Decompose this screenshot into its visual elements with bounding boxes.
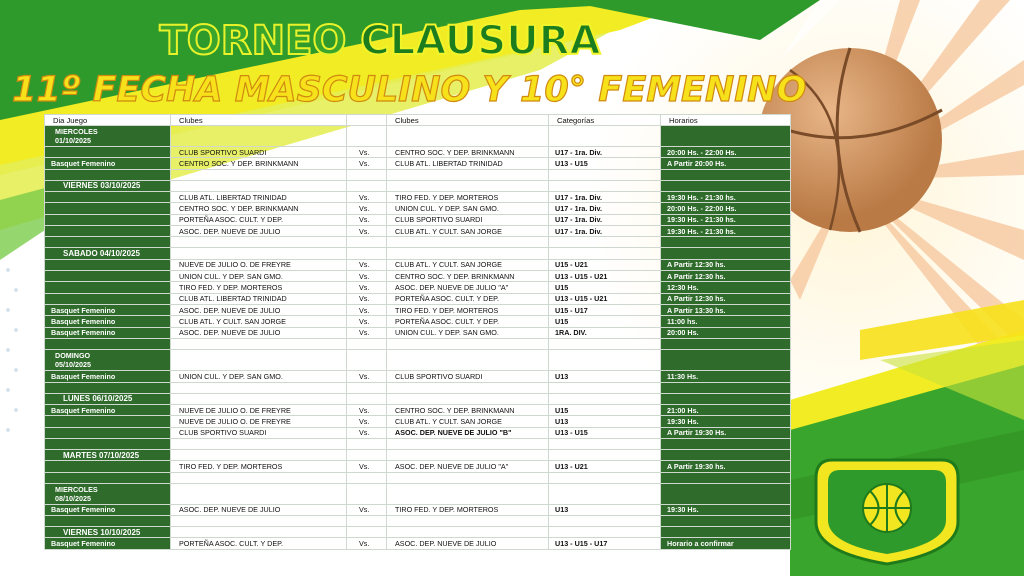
- table-row: [45, 293, 791, 304]
- time-cell: [661, 526, 791, 537]
- table-row: [45, 305, 791, 316]
- table-header-row: [45, 115, 791, 126]
- table-row: [45, 316, 791, 327]
- day-cell: Basquet Femenino: [45, 371, 171, 382]
- time-cell: 19:30 Hs. - 21:30 hs.: [661, 214, 791, 225]
- day-cell: LUNES 06/10/2025: [45, 393, 171, 404]
- vs-cell: Vs.: [347, 158, 387, 169]
- vs-cell: Vs.: [347, 461, 387, 472]
- day-cell: [45, 192, 171, 203]
- table-row: [45, 259, 791, 270]
- table-row: [45, 180, 791, 191]
- away-club-cell: [387, 126, 549, 147]
- time-cell: 20:00 Hs. - 22:00 Hs.: [661, 147, 791, 158]
- category-cell: U17 - 1ra. Div.: [549, 192, 661, 203]
- home-club-cell: [171, 438, 347, 449]
- time-cell: [661, 180, 791, 191]
- time-cell: 11:30 Hs.: [661, 371, 791, 382]
- home-club-cell: [171, 237, 347, 248]
- table-row: [45, 226, 791, 237]
- vs-cell: [347, 237, 387, 248]
- away-club-cell: [387, 515, 549, 526]
- vs-cell: Vs.: [347, 416, 387, 427]
- category-cell: [549, 126, 661, 147]
- category-cell: U13: [549, 416, 661, 427]
- table-row: [45, 237, 791, 248]
- away-club-cell: [387, 237, 549, 248]
- away-club-cell: [387, 449, 549, 460]
- vs-cell: [347, 248, 387, 259]
- day-cell: [45, 147, 171, 158]
- home-club-cell: [171, 180, 347, 191]
- away-club-cell: TIRO FED. Y DEP. MORTEROS: [387, 504, 549, 515]
- table-row: [45, 350, 791, 371]
- vs-cell: Vs.: [347, 192, 387, 203]
- home-club-cell: [171, 339, 347, 350]
- home-club-cell: CENTRO SOC. Y DEP. BRINKMANN: [171, 203, 347, 214]
- vs-cell: Vs.: [347, 203, 387, 214]
- vs-cell: Vs.: [347, 271, 387, 282]
- table-row: [45, 339, 791, 350]
- time-cell: 19:30 Hs. - 21:30 hs.: [661, 226, 791, 237]
- day-cell: [45, 416, 171, 427]
- day-cell: DOMINGO 05/10/2025: [45, 350, 171, 371]
- vs-cell: [347, 350, 387, 371]
- away-club-cell: [387, 483, 549, 504]
- category-cell: U13: [549, 504, 661, 515]
- home-club-cell: ASOC. DEP. NUEVE DE JULIO: [171, 504, 347, 515]
- day-cell: [45, 259, 171, 270]
- category-cell: U15: [549, 404, 661, 415]
- category-cell: U13 - U15 - U17: [549, 538, 661, 549]
- away-club-cell: CENTRO SOC. Y DEP. BRINKMANN: [387, 404, 549, 415]
- home-club-cell: PORTEÑA ASOC. CULT. Y DEP.: [171, 538, 347, 549]
- time-cell: A Partir 12:30 hs.: [661, 271, 791, 282]
- day-cell: [45, 271, 171, 282]
- table-row: [45, 404, 791, 415]
- home-club-cell: [171, 248, 347, 259]
- category-cell: U17 - 1ra. Div.: [549, 214, 661, 225]
- table-row: [45, 382, 791, 393]
- away-club-cell: CLUB SPORTIVO SUARDI: [387, 371, 549, 382]
- time-cell: 20:00 Hs. - 22:00 Hs.: [661, 203, 791, 214]
- table-row: [45, 449, 791, 460]
- category-cell: U13 - U15 - U21: [549, 271, 661, 282]
- table-row: [45, 483, 791, 504]
- category-cell: [549, 339, 661, 350]
- header-club-away: Clubes: [387, 115, 549, 126]
- day-cell: [45, 282, 171, 293]
- day-cell: [45, 293, 171, 304]
- home-club-cell: [171, 483, 347, 504]
- home-club-cell: NUEVE DE JULIO O. DE FREYRE: [171, 259, 347, 270]
- time-cell: [661, 483, 791, 504]
- vs-cell: Vs.: [347, 293, 387, 304]
- time-cell: [661, 248, 791, 259]
- association-logo: [812, 452, 962, 568]
- time-cell: [661, 472, 791, 483]
- time-cell: [661, 237, 791, 248]
- day-cell: [45, 472, 171, 483]
- table-row: [45, 248, 791, 259]
- table-row: [45, 271, 791, 282]
- table-row: [45, 147, 791, 158]
- away-club-cell: [387, 438, 549, 449]
- away-club-cell: [387, 169, 549, 180]
- time-cell: 20:00 Hs.: [661, 327, 791, 338]
- home-club-cell: UNION CUL. Y DEP. SAN GMO.: [171, 271, 347, 282]
- category-cell: [549, 483, 661, 504]
- header-club-home: Clubes: [171, 115, 347, 126]
- table-row: [45, 526, 791, 537]
- day-cell: [45, 237, 171, 248]
- vs-cell: Vs.: [347, 538, 387, 549]
- time-cell: [661, 126, 791, 147]
- vs-cell: Vs.: [347, 259, 387, 270]
- day-cell: MARTES 07/10/2025: [45, 449, 171, 460]
- away-club-cell: [387, 382, 549, 393]
- day-cell: [45, 339, 171, 350]
- header-time: Horarios: [661, 115, 791, 126]
- table-row: [45, 472, 791, 483]
- header-vs: [347, 115, 387, 126]
- home-club-cell: CLUB ATL. Y CULT. SAN JORGE: [171, 316, 347, 327]
- away-club-cell: UNION CUL. Y DEP. SAN GMO.: [387, 203, 549, 214]
- home-club-cell: [171, 169, 347, 180]
- category-cell: [549, 449, 661, 460]
- away-club-cell: ASOC. DEP. NUEVE DE JULIO "A": [387, 461, 549, 472]
- home-club-cell: CLUB ATL. LIBERTAD TRINIDAD: [171, 192, 347, 203]
- time-cell: [661, 169, 791, 180]
- table-row: [45, 515, 791, 526]
- category-cell: U17 - 1ra. Div.: [549, 226, 661, 237]
- vs-cell: Vs.: [347, 404, 387, 415]
- day-cell: Basquet Femenino: [45, 538, 171, 549]
- home-club-cell: ASOC. DEP. NUEVE DE JULIO: [171, 327, 347, 338]
- category-cell: U15 - U17: [549, 305, 661, 316]
- vs-cell: Vs.: [347, 316, 387, 327]
- day-cell: [45, 169, 171, 180]
- home-club-cell: [171, 526, 347, 537]
- day-cell: MIERCOLES 08/10/2025: [45, 483, 171, 504]
- header-day: Dia Juego: [45, 115, 171, 126]
- vs-cell: Vs.: [347, 504, 387, 515]
- category-cell: [549, 382, 661, 393]
- table-row: [45, 214, 791, 225]
- day-cell: MIERCOLES 01/10/2025: [45, 126, 171, 147]
- table-row: [45, 393, 791, 404]
- away-club-cell: ASOC. DEP. NUEVE DE JULIO "B": [387, 427, 549, 438]
- away-club-cell: CLUB ATL. Y CULT. SAN JORGE: [387, 416, 549, 427]
- category-cell: U15 - U21: [549, 259, 661, 270]
- category-cell: U13 - U15: [549, 158, 661, 169]
- home-club-cell: [171, 393, 347, 404]
- category-cell: [549, 180, 661, 191]
- category-cell: 1RA. DIV.: [549, 327, 661, 338]
- time-cell: 19:30 Hs.: [661, 416, 791, 427]
- day-cell: [45, 214, 171, 225]
- home-club-cell: NUEVE DE JULIO O. DE FREYRE: [171, 404, 347, 415]
- day-cell: Basquet Femenino: [45, 158, 171, 169]
- vs-cell: [347, 449, 387, 460]
- day-cell: Basquet Femenino: [45, 316, 171, 327]
- vs-cell: [347, 126, 387, 147]
- vs-cell: Vs.: [347, 147, 387, 158]
- day-cell: SABADO 04/10/2025: [45, 248, 171, 259]
- away-club-cell: [387, 350, 549, 371]
- vs-cell: Vs.: [347, 282, 387, 293]
- away-club-cell: [387, 526, 549, 537]
- time-cell: [661, 350, 791, 371]
- home-club-cell: ASOC. DEP. NUEVE DE JULIO: [171, 226, 347, 237]
- time-cell: A Partir 19:30 hs.: [661, 461, 791, 472]
- time-cell: A Partir 13:30 hs.: [661, 305, 791, 316]
- table-row: [45, 416, 791, 427]
- away-club-cell: PORTEÑA ASOC. CULT. Y DEP.: [387, 316, 549, 327]
- away-club-cell: CLUB ATL. Y CULT. SAN JORGE: [387, 226, 549, 237]
- time-cell: A Partir 12:30 hs.: [661, 293, 791, 304]
- home-club-cell: CENTRO SOC. Y DEP. BRINKMANN: [171, 158, 347, 169]
- schedule-table-container: [44, 114, 790, 550]
- day-cell: [45, 226, 171, 237]
- table-row: [45, 371, 791, 382]
- category-cell: [549, 526, 661, 537]
- category-cell: [549, 515, 661, 526]
- time-cell: A Partir 12:30 hs.: [661, 259, 791, 270]
- time-cell: [661, 382, 791, 393]
- home-club-cell: [171, 350, 347, 371]
- day-cell: Basquet Femenino: [45, 404, 171, 415]
- home-club-cell: ASOC. DEP. NUEVE DE JULIO: [171, 305, 347, 316]
- category-cell: U15: [549, 282, 661, 293]
- away-club-cell: TIRO FED. Y DEP. MORTEROS: [387, 192, 549, 203]
- page-title: [0, 18, 760, 64]
- home-club-cell: TIRO FED. Y DEP. MORTEROS: [171, 282, 347, 293]
- title-word-clausura: CLAUSURA: [360, 18, 601, 64]
- vs-cell: Vs.: [347, 327, 387, 338]
- vs-cell: Vs.: [347, 226, 387, 237]
- category-cell: [549, 169, 661, 180]
- table-row: [45, 203, 791, 214]
- away-club-cell: CENTRO SOC. Y DEP. BRINKMANN: [387, 271, 549, 282]
- away-club-cell: ASOC. DEP. NUEVE DE JULIO: [387, 538, 549, 549]
- time-cell: Horario a confirmar: [661, 538, 791, 549]
- day-cell: VIERNES 03/10/2025: [45, 180, 171, 191]
- home-club-cell: UNION CUL. Y DEP. SAN GMO.: [171, 371, 347, 382]
- away-club-cell: CLUB SPORTIVO SUARDI: [387, 214, 549, 225]
- day-cell: VIERNES 10/10/2025: [45, 526, 171, 537]
- time-cell: A Partir 20:00 Hs.: [661, 158, 791, 169]
- away-club-cell: UNION CUL. Y DEP. SAN GMO.: [387, 327, 549, 338]
- time-cell: 19:30 Hs. - 21:30 hs.: [661, 192, 791, 203]
- day-cell: Basquet Femenino: [45, 305, 171, 316]
- table-row: [45, 427, 791, 438]
- table-row: [45, 169, 791, 180]
- away-club-cell: TIRO FED. Y DEP. MORTEROS: [387, 305, 549, 316]
- time-cell: [661, 339, 791, 350]
- table-row: [45, 282, 791, 293]
- home-club-cell: [171, 449, 347, 460]
- time-cell: 19:30 Hs.: [661, 504, 791, 515]
- category-cell: [549, 393, 661, 404]
- category-cell: U17 - 1ra. Div.: [549, 147, 661, 158]
- table-row: [45, 126, 791, 147]
- category-cell: [549, 472, 661, 483]
- time-cell: [661, 393, 791, 404]
- day-cell: Basquet Femenino: [45, 327, 171, 338]
- vs-cell: [347, 438, 387, 449]
- day-cell: [45, 515, 171, 526]
- table-row: [45, 538, 791, 549]
- table-row: [45, 192, 791, 203]
- home-club-cell: CLUB ATL. LIBERTAD TRINIDAD: [171, 293, 347, 304]
- away-club-cell: [387, 180, 549, 191]
- vs-cell: [347, 472, 387, 483]
- vs-cell: [347, 483, 387, 504]
- table-row: [45, 438, 791, 449]
- table-body: [45, 126, 791, 550]
- home-club-cell: NUEVE DE JULIO O. DE FREYRE: [171, 416, 347, 427]
- vs-cell: Vs.: [347, 371, 387, 382]
- table-row: [45, 327, 791, 338]
- header-category: Categorías: [549, 115, 661, 126]
- day-cell: Basquet Femenino: [45, 504, 171, 515]
- home-club-cell: PORTEÑA ASOC. CULT. Y DEP.: [171, 214, 347, 225]
- time-cell: A Partir 19:30 Hs.: [661, 427, 791, 438]
- home-club-cell: [171, 472, 347, 483]
- category-cell: U15: [549, 316, 661, 327]
- time-cell: [661, 438, 791, 449]
- home-club-cell: [171, 126, 347, 147]
- away-club-cell: CLUB ATL. Y CULT. SAN JORGE: [387, 259, 549, 270]
- category-cell: U13: [549, 371, 661, 382]
- home-club-cell: CLUB SPORTIVO SUARDI: [171, 147, 347, 158]
- home-club-cell: TIRO FED. Y DEP. MORTEROS: [171, 461, 347, 472]
- home-club-cell: [171, 382, 347, 393]
- day-cell: [45, 382, 171, 393]
- vs-cell: [347, 382, 387, 393]
- vs-cell: [347, 180, 387, 191]
- day-cell: [45, 438, 171, 449]
- vs-cell: [347, 169, 387, 180]
- schedule-table: [44, 114, 791, 550]
- page-subtitle: 11º FECHA MASCULINO Y 10° FEMENINO: [12, 70, 807, 110]
- vs-cell: [347, 339, 387, 350]
- category-cell: U13 - U15: [549, 427, 661, 438]
- vs-cell: [347, 515, 387, 526]
- day-cell: [45, 203, 171, 214]
- table-row: [45, 461, 791, 472]
- away-club-cell: CENTRO SOC. Y DEP. BRINKMANN: [387, 147, 549, 158]
- time-cell: 12:30 Hs.: [661, 282, 791, 293]
- day-cell: [45, 427, 171, 438]
- category-cell: U17 - 1ra. Div.: [549, 203, 661, 214]
- table-row: [45, 504, 791, 515]
- category-cell: [549, 438, 661, 449]
- away-club-cell: [387, 248, 549, 259]
- day-cell: [45, 461, 171, 472]
- away-club-cell: PORTEÑA ASOC. CULT. Y DEP.: [387, 293, 549, 304]
- category-cell: [549, 350, 661, 371]
- time-cell: [661, 449, 791, 460]
- vs-cell: Vs.: [347, 427, 387, 438]
- time-cell: 21:00 Hs.: [661, 404, 791, 415]
- away-club-cell: ASOC. DEP. NUEVE DE JULIO "A": [387, 282, 549, 293]
- category-cell: [549, 248, 661, 259]
- time-cell: [661, 515, 791, 526]
- category-cell: U13 - U21: [549, 461, 661, 472]
- home-club-cell: [171, 515, 347, 526]
- vs-cell: [347, 393, 387, 404]
- category-cell: [549, 237, 661, 248]
- away-club-cell: [387, 393, 549, 404]
- home-club-cell: CLUB SPORTIVO SUARDI: [171, 427, 347, 438]
- vs-cell: [347, 526, 387, 537]
- vs-cell: Vs.: [347, 305, 387, 316]
- table-row: [45, 158, 791, 169]
- vs-cell: Vs.: [347, 214, 387, 225]
- category-cell: U13 - U15 - U21: [549, 293, 661, 304]
- away-club-cell: [387, 339, 549, 350]
- away-club-cell: [387, 472, 549, 483]
- away-club-cell: CLUB ATL. LIBERTAD TRINIDAD: [387, 158, 549, 169]
- time-cell: 11:00 hs.: [661, 316, 791, 327]
- title-word-torneo: TORNEO: [159, 18, 347, 64]
